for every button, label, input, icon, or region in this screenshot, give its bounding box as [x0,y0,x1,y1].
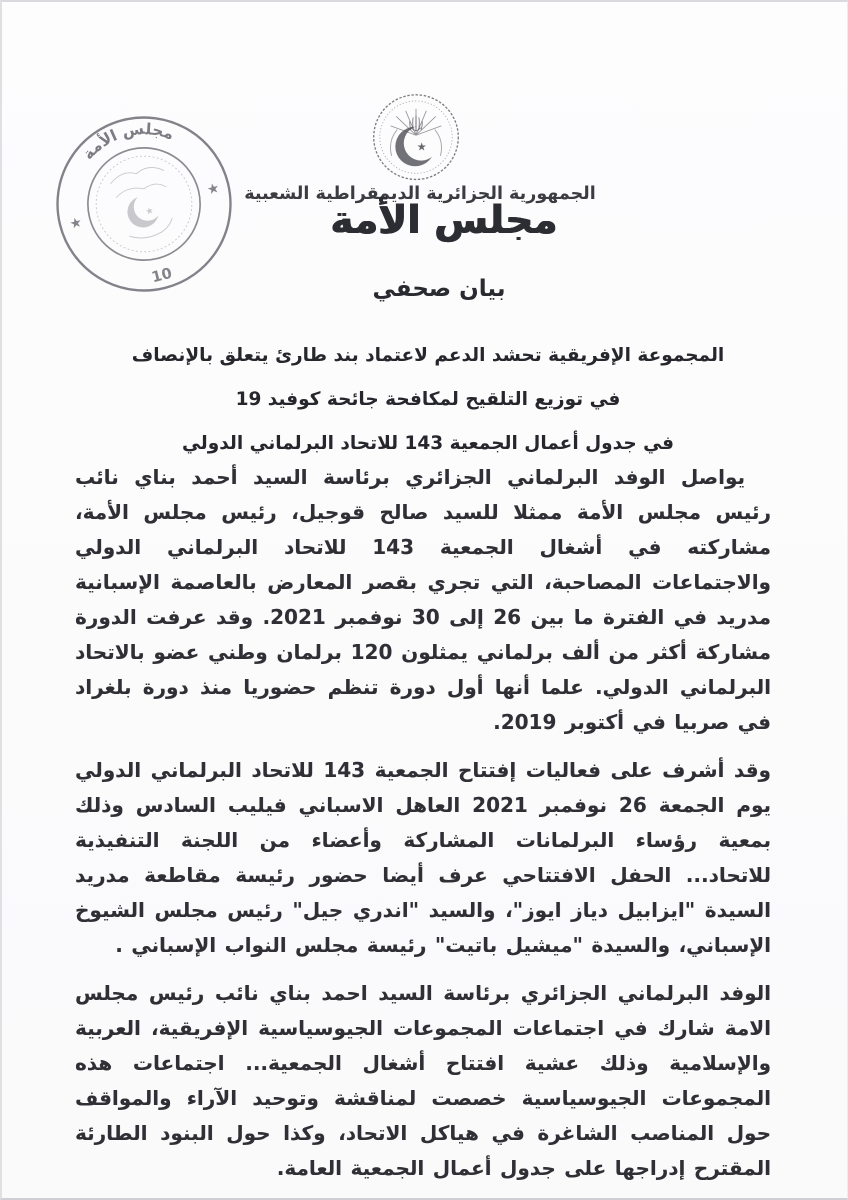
paragraph-2: وقد أشرف على فعاليات إفتتاح الجمعية 143 للاتحاد البرلماني الدولي يوم الجمعة 26 نوفمبر 2021 العاهل الاسباني فيليب السادس وذلك بمعية رؤساء البرلمانات المشاركة وأعضاء من اللجنة التنفيذية للاتحاد... الحفل الافتتاحي عرف أيضا حضور رئيسة مقاطعة مدريد السيدة "ايزابيل دياز ايوز"، والسيد "اندري جيل" رئيس مجلس الشيوخ الإسباني، والسيدة "ميشيل باتيت" رئيسة مجلس النواب الإسباني . [75,758,771,957]
document-body [75,460,771,1199]
title-line-2: في توزيع التلقيح لمكافحة جائحة كوفيد 19 [235,389,621,410]
stamp-number: 10 [149,264,174,287]
emblem-star-icon: ★ [416,140,427,154]
paragraph-1: يواصل الوفد البرلماني الجزائري برئاسة السيد أحمد بناي نائب رئيس مجلس الأمة ممثلا للسيد صالح قوجيل، رئيس مجلس الأمة، مشاركته في أشغال الجمعية 143 للاتحاد البرلماني الدولي والاجتماعات المصاحبة، التي تجري بقصر المعارض بالعاصمة الإسبانية مدريد في الفترة ما بين 26 إلى 30 نوفمبر 2021. وقد عرفت الدورة مشاركة أكثر من ألف برلماني يمثلون 120 برلمان وطني عضو بالاتحاد البرلماني الدولي. علما أنها أول دورة تنظم حضوريا منذ دورة بلغراد في صربيا في أكتوبر 2019. [75,465,771,734]
stamp-arc-text: مجلس الأمة [78,118,177,164]
emblem-hand-icon [410,116,422,131]
stamp-right-star-icon: ★ [205,179,222,199]
paragraph-3: الوفد البرلماني الجزائري برئاسة السيد احمد بناي نائب رئيس مجلس الامة شارك في اجتماعات المجموعات الجيوسياسية الإفريقية، العربية والإسلامية وذلك عشية افتتاح أشغال الجمعية... اجتماعات هذه المجموعات الجيوسياسية خصصت لمناقشة وتوحيد الآراء والمواقف حول المناصب الشاغرة في هياكل الاتحاد، وكذا حول البنود الطارئة المقترح إدراجها على جدول أعمال الجمعية العامة. [75,981,771,1180]
national-emblem-icon [368,92,464,186]
press-release-heading: بيان صحفي [372,276,506,302]
republic-title: الجمهورية الجزائرية الديمقراطية الشعبية [244,184,596,204]
title-line-3: في جدول أعمال الجمعية 143 للاتحاد البرلماني الدولي [182,433,674,454]
document-title [4,334,848,466]
stamp-left-star-icon: ★ [67,214,84,233]
council-name-calligraphy: مجلس الأمة [330,198,558,243]
title-line-1: المجموعة الإفريقية تحشد الدعم لاعتماد بند طارئ يتعلق بالإنصاف [131,345,725,366]
svg-text:★: ★ [144,205,155,218]
